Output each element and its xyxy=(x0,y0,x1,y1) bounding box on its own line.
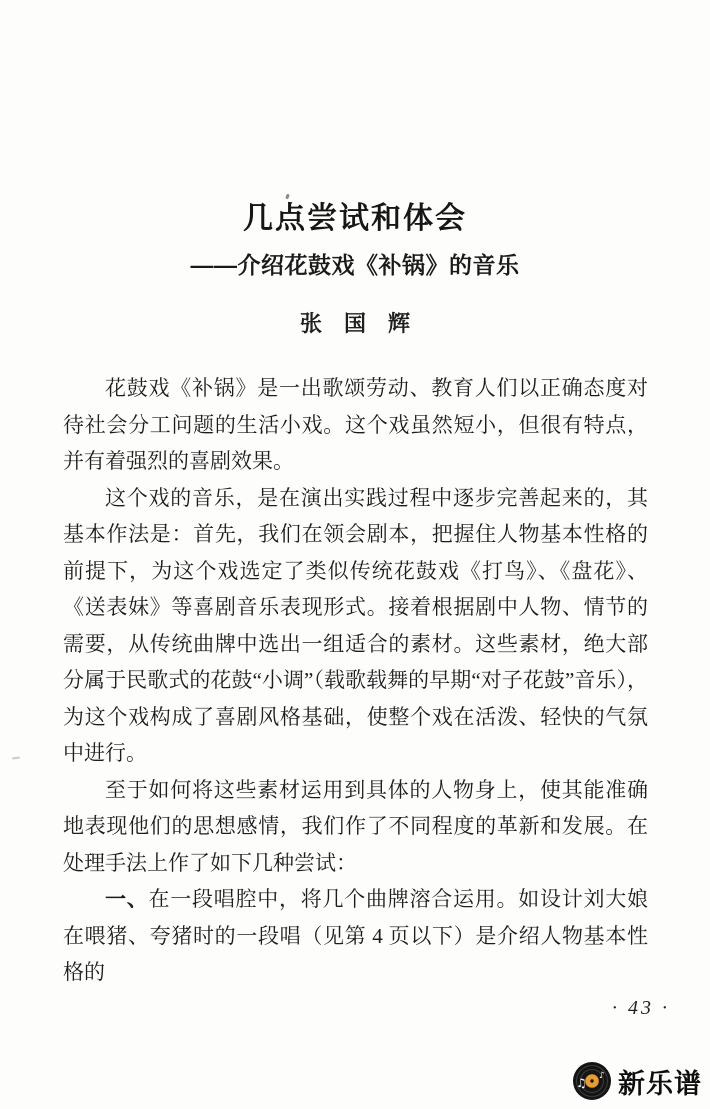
svg-text:♫: ♫ xyxy=(576,1076,587,1090)
scan-mark xyxy=(285,194,290,200)
paragraph-text: 花鼓戏《补锅》是一出歌颂劳动、教育人们以正确态度对待社会分工问题的生活小戏。这个戏虽然短小，但很有特点，并有着强烈的喜剧效果。 xyxy=(63,376,648,473)
watermark-brand: 新乐谱 xyxy=(618,1068,702,1099)
vinyl-record-icon xyxy=(572,1061,612,1101)
paragraph xyxy=(63,881,648,991)
svg-text:♪: ♪ xyxy=(599,1071,605,1081)
article-subtitle: ——介绍花鼓戏《补锅》的音乐 xyxy=(190,252,520,278)
paragraph-text: 这个戏的音乐，是在演出实践过程中逐步完善起来的，其基本作法是：首先，我们在领会剧本，把握住人物基本性格的前提下，为这个戏选定了类似传统花鼓戏《打鸟》、《盘花》、《送表妹》等喜剧音乐表现形式。接着根据剧中人物、情节的需要，从传统曲牌中选出一组适合的素材。这些素材，绝大部分属于民歌式的花鼓“小调”（载歌载舞的早期“对子花鼓”音乐），为这个戏构成了喜剧风格基础，使整个戏在活泼、轻快的气氛中进行。 xyxy=(63,485,648,765)
author-name: 张 国 辉 xyxy=(299,311,410,336)
page-number: · 43 · xyxy=(612,996,670,1019)
article-body xyxy=(0,370,710,991)
article-title: 几点尝试和体会 xyxy=(243,202,467,235)
paragraph-text: 至于如何将这些素材运用到具体的人物身上，使其能准确地表现他们的思想感情，我们作了不同程度的革新和发展。在处理手法上作了如下几种尝试： xyxy=(63,777,648,875)
paragraph xyxy=(63,480,648,772)
paragraph xyxy=(63,370,648,480)
publisher-watermark xyxy=(572,1061,702,1101)
paragraph-marker: 一、 xyxy=(105,887,149,911)
paragraph-text: 在一段唱腔中，将几个曲牌溶合运用。如设计刘大娘在喂猪、夸猪时的一段唱（见第 4 页以下）是介绍人物基本性格的 xyxy=(63,887,648,984)
paragraph xyxy=(63,772,648,882)
